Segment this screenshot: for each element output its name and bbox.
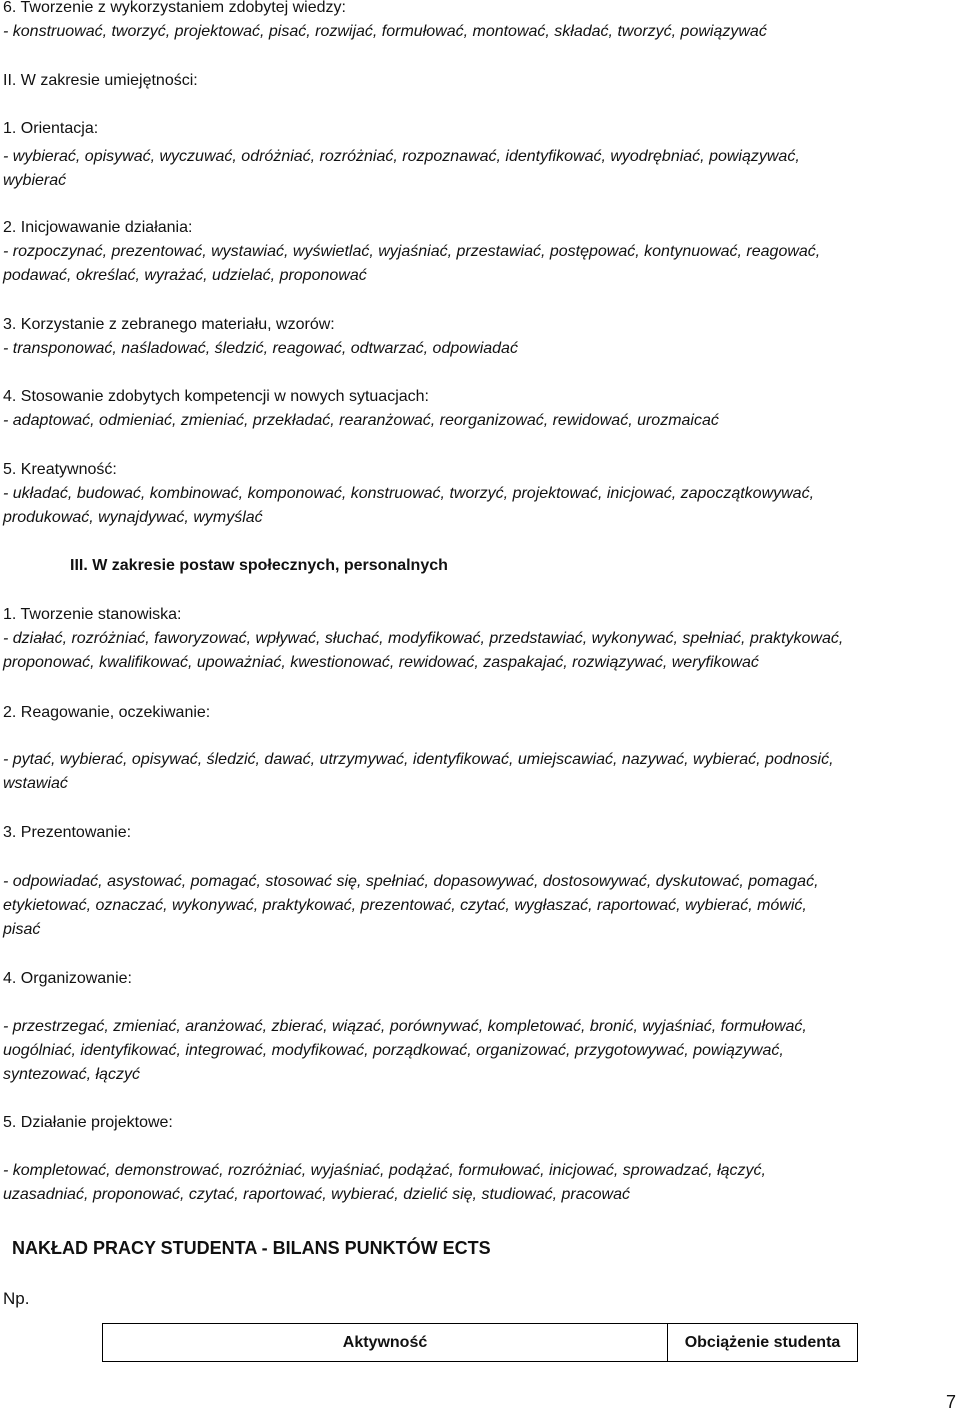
verb-list: wybierać	[3, 172, 67, 189]
verb-list: pisać	[3, 921, 41, 938]
verb-list: - przestrzegać, zmieniać, aranżować, zbierać, wiązać, porównywać, kompletować, bronić, wyjaśniać, formułować,	[3, 1018, 807, 1035]
verb-list: produkować, wynajdywać, wymyślać	[3, 509, 263, 526]
verb-list: - transponować, naśladować, śledzić, reagować, odtwarzać, odpowiadać	[3, 340, 518, 357]
verb-list: - kompletować, demonstrować, rozróżniać, wyjaśniać, podążać, formułować, inicjować, sprowadzać, łączyć,	[3, 1162, 766, 1179]
section-heading: 6. Tworzenie z wykorzystaniem zdobytej wiedzy:	[3, 0, 346, 16]
verb-list: - adaptować, odmieniać, zmieniać, przekładać, rearanżować, reorganizować, rewidować, urozmaicać	[3, 412, 719, 429]
section-heading: 5. Kreatywność:	[3, 461, 117, 478]
column-header-workload: Obciążenie studenta	[668, 1324, 858, 1362]
verb-list: - odpowiadać, asystować, pomagać, stosować się, spełniać, dopasowywać, dostosowywać, dyskutować, pomagać,	[3, 873, 819, 890]
section-heading: 3. Prezentowanie:	[3, 824, 132, 841]
verb-list: - konstruować, tworzyć, projektować, pisać, rozwijać, formułować, montować, składać, tworzyć, powiązywać	[3, 23, 767, 40]
section-heading: 1. Orientacja:	[3, 120, 99, 137]
table-header-row	[103, 1324, 858, 1362]
verb-list: podawać, określać, wyrażać, udzielać, proponować	[3, 267, 367, 284]
section-heading: 2. Inicjowawanie działania:	[3, 219, 193, 236]
section-heading: 3. Korzystanie z zebranego materiału, wzorów:	[3, 316, 335, 333]
column-header-activity: Aktywność	[103, 1324, 668, 1362]
verb-list: wstawiać	[3, 775, 68, 792]
part-heading: II. W zakresie umiejętności:	[3, 72, 198, 89]
part-heading: III. W zakresie postaw społecznych, personalnych	[70, 557, 448, 574]
section-heading: 4. Organizowanie:	[3, 970, 132, 987]
workload-table	[102, 1323, 858, 1362]
verb-list: syntezować, łączyć	[3, 1066, 140, 1083]
verb-list: - rozpoczynać, prezentować, wystawiać, wyświetlać, wyjaśniać, przestawiać, postępować, kontynuować, reagować,	[3, 243, 821, 260]
verb-list: - działać, rozróżniać, faworyzować, wpływać, słuchać, modyfikować, przedstawiać, wykonywać, spełniać, praktykować,	[3, 630, 844, 647]
verb-list: - pytać, wybierać, opisywać, śledzić, dawać, utrzymywać, identyfikować, umiejscawiać, nazywać, wybierać, podnosić,	[3, 751, 834, 768]
verb-list: - układać, budować, kombinować, komponować, konstruować, tworzyć, projektować, inicjować, zapoczątkowywać,	[3, 485, 815, 502]
section-heading: 4. Stosowanie zdobytych kompetencji w nowych sytuacjach:	[3, 388, 429, 405]
section-heading: 1. Tworzenie stanowiska:	[3, 606, 182, 623]
section-heading: 5. Działanie projektowe:	[3, 1114, 173, 1131]
page-number: 7	[945, 1392, 956, 1412]
verb-list: uzasadniać, proponować, czytać, raportować, wybierać, dzielić się, studiować, pracować	[3, 1186, 630, 1203]
verb-list: proponować, kwalifikować, upoważniać, kwestionować, rewidować, zaspakajać, rozwiązywać, weryfikować	[3, 654, 759, 671]
verb-list: - wybierać, opisywać, wyczuwać, odróżniać, rozróżniać, rozpoznawać, identyfikować, wyodrębniać, powiązywać,	[3, 148, 800, 165]
ects-heading: NAKŁAD PRACY STUDENTA - BILANS PUNKTÓW ECTS	[12, 1238, 491, 1258]
verb-list: uogólniać, identyfikować, integrować, modyfikować, porządkować, organizować, przygotowywać, powiązywać,	[3, 1042, 784, 1059]
example-label: Np.	[3, 1289, 30, 1308]
verb-list: etykietować, oznaczać, wykonywać, praktykować, prezentować, czytać, wygłaszać, raportować, wybierać, mówić,	[3, 897, 807, 914]
section-heading: 2. Reagowanie, oczekiwanie:	[3, 704, 211, 721]
